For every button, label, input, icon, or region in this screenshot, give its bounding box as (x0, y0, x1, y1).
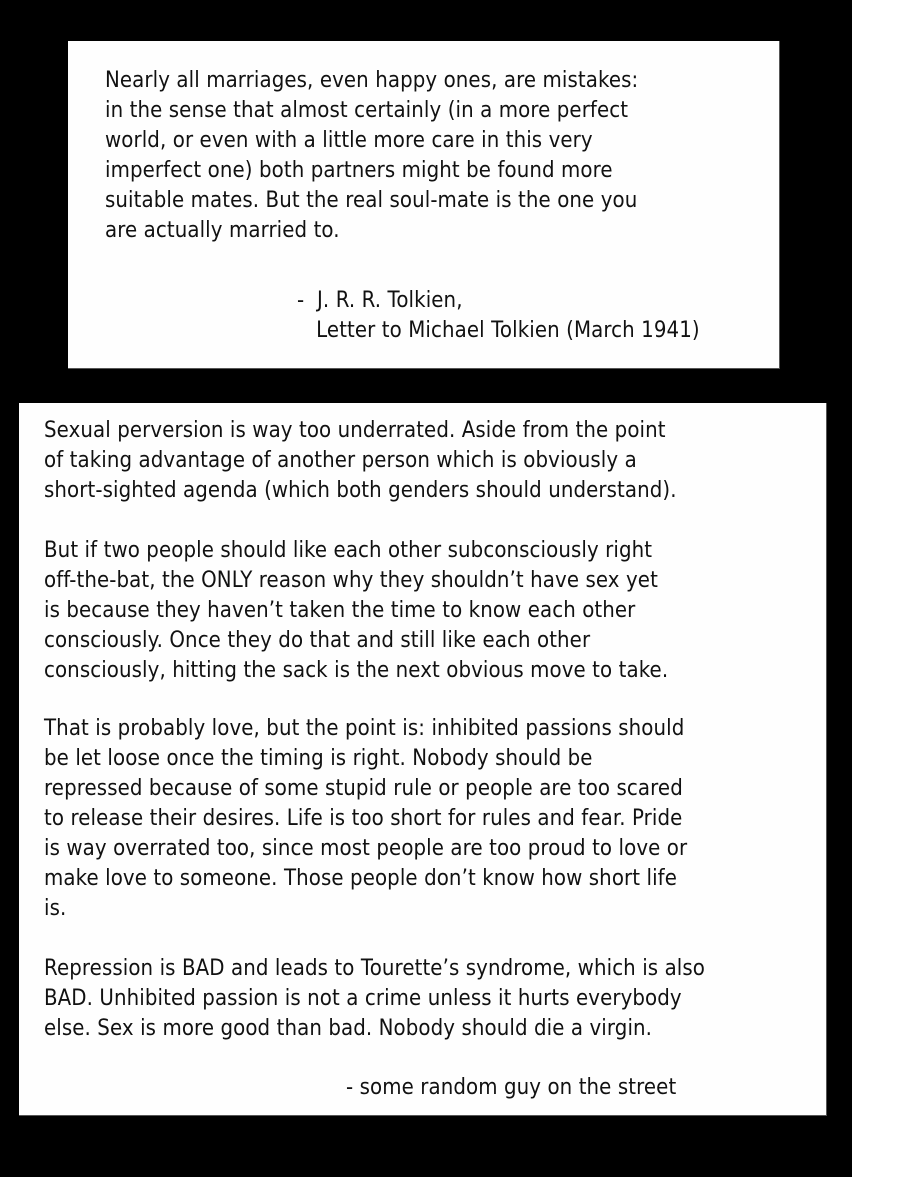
quote-paragraph-1: Sexual perversion is way too underrated. Aside from the point of taking advantage of another person which is obviously a short-sighted agenda (which both genders should understand). (44, 418, 677, 503)
quote-paragraph-2: But if two people should like each other subconsciously right off-the-bat, the ONLY reason why they shouldn’t have sex yet is because they haven’t taken the time to know each other consciously. Once they do that and still like each other consciously, hitting the sack is the next obvious move to take. (44, 538, 669, 683)
quote-paragraph-3: That is probably love, but the point is: inhibited passions should be let loose once the timing is right. Nobody should be repressed because of some stupid rule or people are too scared to release their desires. Life is too short for rules and fear. Pride is way overrated too, since most people are too proud to love or make love to someone. Those people don’t know how short life is. (44, 716, 688, 921)
tolkien-quote-card (68, 41, 780, 369)
tolkien-quote-attribution: - J. R. R. Tolkien, Letter to Michael Tolkien (March 1941) (297, 288, 700, 343)
random-guy-quote-card (19, 403, 827, 1116)
tolkien-quote-text: Nearly all marriages, even happy ones, are mistakes: in the sense that almost certainly (in a more perfect world, or even with a little more care in this very imperfect one) both partners might be found more suitable mates. But the real soul-mate is the one you are actually married to. (105, 68, 639, 243)
random-guy-attribution: - some random guy on the street (346, 1075, 677, 1100)
quote-paragraph-4: Repression is BAD and leads to Tourette’s syndrome, which is also BAD. Unhibited passion is not a crime unless it hurts everybody else. Sex is more good than bad. Nobody should die a virgin. (44, 956, 706, 1041)
